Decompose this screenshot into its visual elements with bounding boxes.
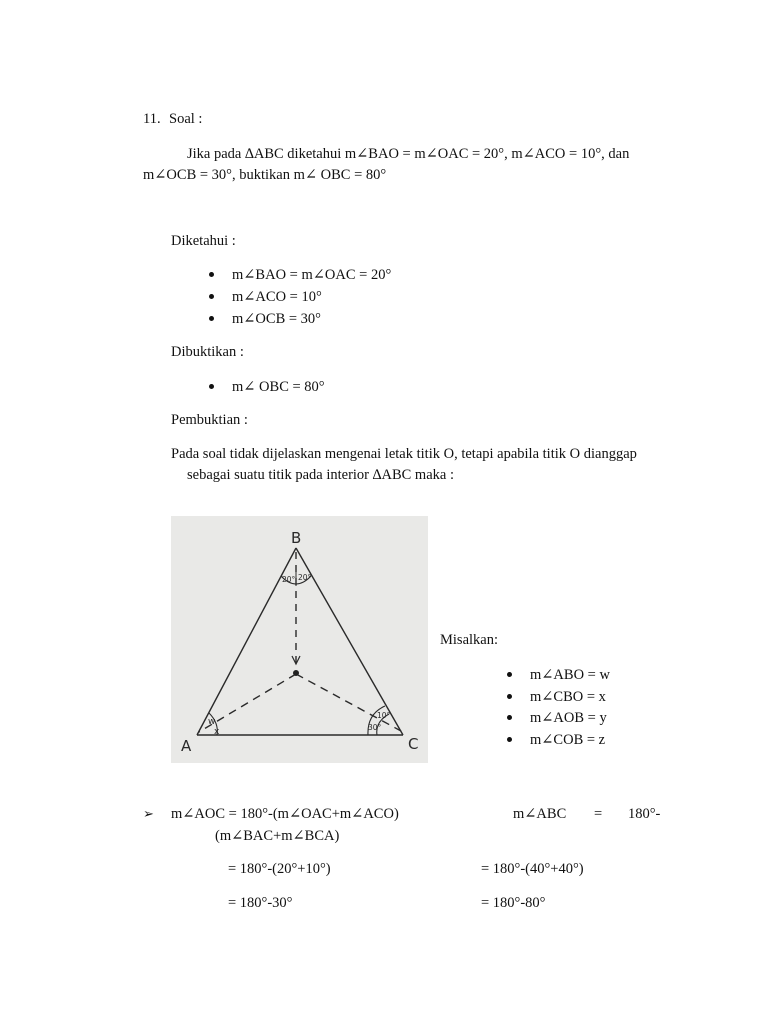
vertex-label-b: B [291, 529, 302, 547]
bullet [507, 694, 512, 699]
segment-co [296, 674, 401, 731]
angle-label-b-left: 20° [282, 575, 296, 584]
triangle-figure [171, 516, 428, 763]
arrow-bullet-icon: ➢ [143, 807, 154, 822]
known-item: m∠ACO = 10° [232, 289, 322, 305]
calc-right-line1-cont: (m∠BAC+m∠BCA) [215, 828, 340, 844]
to-prove-item: m∠ OBC = 80° [232, 379, 325, 395]
bullet [507, 715, 512, 720]
problem-label: Soal : [169, 111, 203, 127]
calc-left-line2: = 180°-(20°+10°) [228, 861, 331, 877]
calc-right-line1-a: m∠ABC [513, 806, 567, 822]
calc-right-line2: = 180°-(40°+40°) [481, 861, 584, 877]
calc-right-line1-c: 180°- [628, 806, 661, 822]
let-heading: Misalkan: [440, 632, 498, 648]
point-o [293, 670, 299, 676]
bullet [209, 384, 214, 389]
angle-label-a-x: x [214, 727, 220, 737]
angle-label-c-top: 10° [377, 711, 391, 720]
known-heading: Diketahui : [171, 233, 236, 249]
vertex-label-c: C [408, 735, 419, 753]
proof-heading: Pembuktian : [171, 412, 248, 428]
let-item: m∠ABO = w [530, 667, 610, 683]
calc-left-line3: = 180°-30° [228, 895, 293, 911]
known-item: m∠OCB = 30° [232, 311, 321, 327]
bullet [209, 316, 214, 321]
let-item: m∠CBO = x [530, 689, 606, 705]
angle-label-c-bottom: 30° [368, 723, 382, 732]
bullet [507, 672, 512, 677]
known-item: m∠BAO = m∠OAC = 20° [232, 267, 392, 283]
let-item: m∠AOB = y [530, 710, 607, 726]
calc-right-line3: = 180°-80° [481, 895, 546, 911]
proof-intro-line2: sebagai suatu titik pada interior ∆ABC maka : [187, 467, 454, 483]
let-item: m∠COB = z [530, 732, 606, 748]
problem-statement-line1: Jika pada ∆ABC diketahui m∠BAO = m∠OAC = 20°, m∠ACO = 10°, dan [187, 146, 630, 162]
calc-right-line1-b: = [594, 806, 603, 822]
side-bc [296, 548, 403, 735]
to-prove-heading: Dibuktikan : [171, 344, 244, 360]
problem-statement-line2: m∠OCB = 30°, buktikan m∠ OBC = 80° [143, 167, 387, 183]
vertex-label-a: A [181, 737, 192, 755]
bullet [507, 737, 512, 742]
angle-label-b-right: 20° [298, 573, 312, 582]
angle-label-a-w: w [208, 717, 216, 727]
triangle-drawing [171, 516, 428, 763]
bullet [209, 272, 214, 277]
problem-number: 11. [143, 111, 161, 127]
proof-intro-line1: Pada soal tidak dijelaskan mengenai letak titik O, tetapi apabila titik O dianggap [171, 446, 637, 462]
calc-left-line1: m∠AOC = 180°-(m∠OAC+m∠ACO) [171, 806, 399, 822]
bullet [209, 294, 214, 299]
